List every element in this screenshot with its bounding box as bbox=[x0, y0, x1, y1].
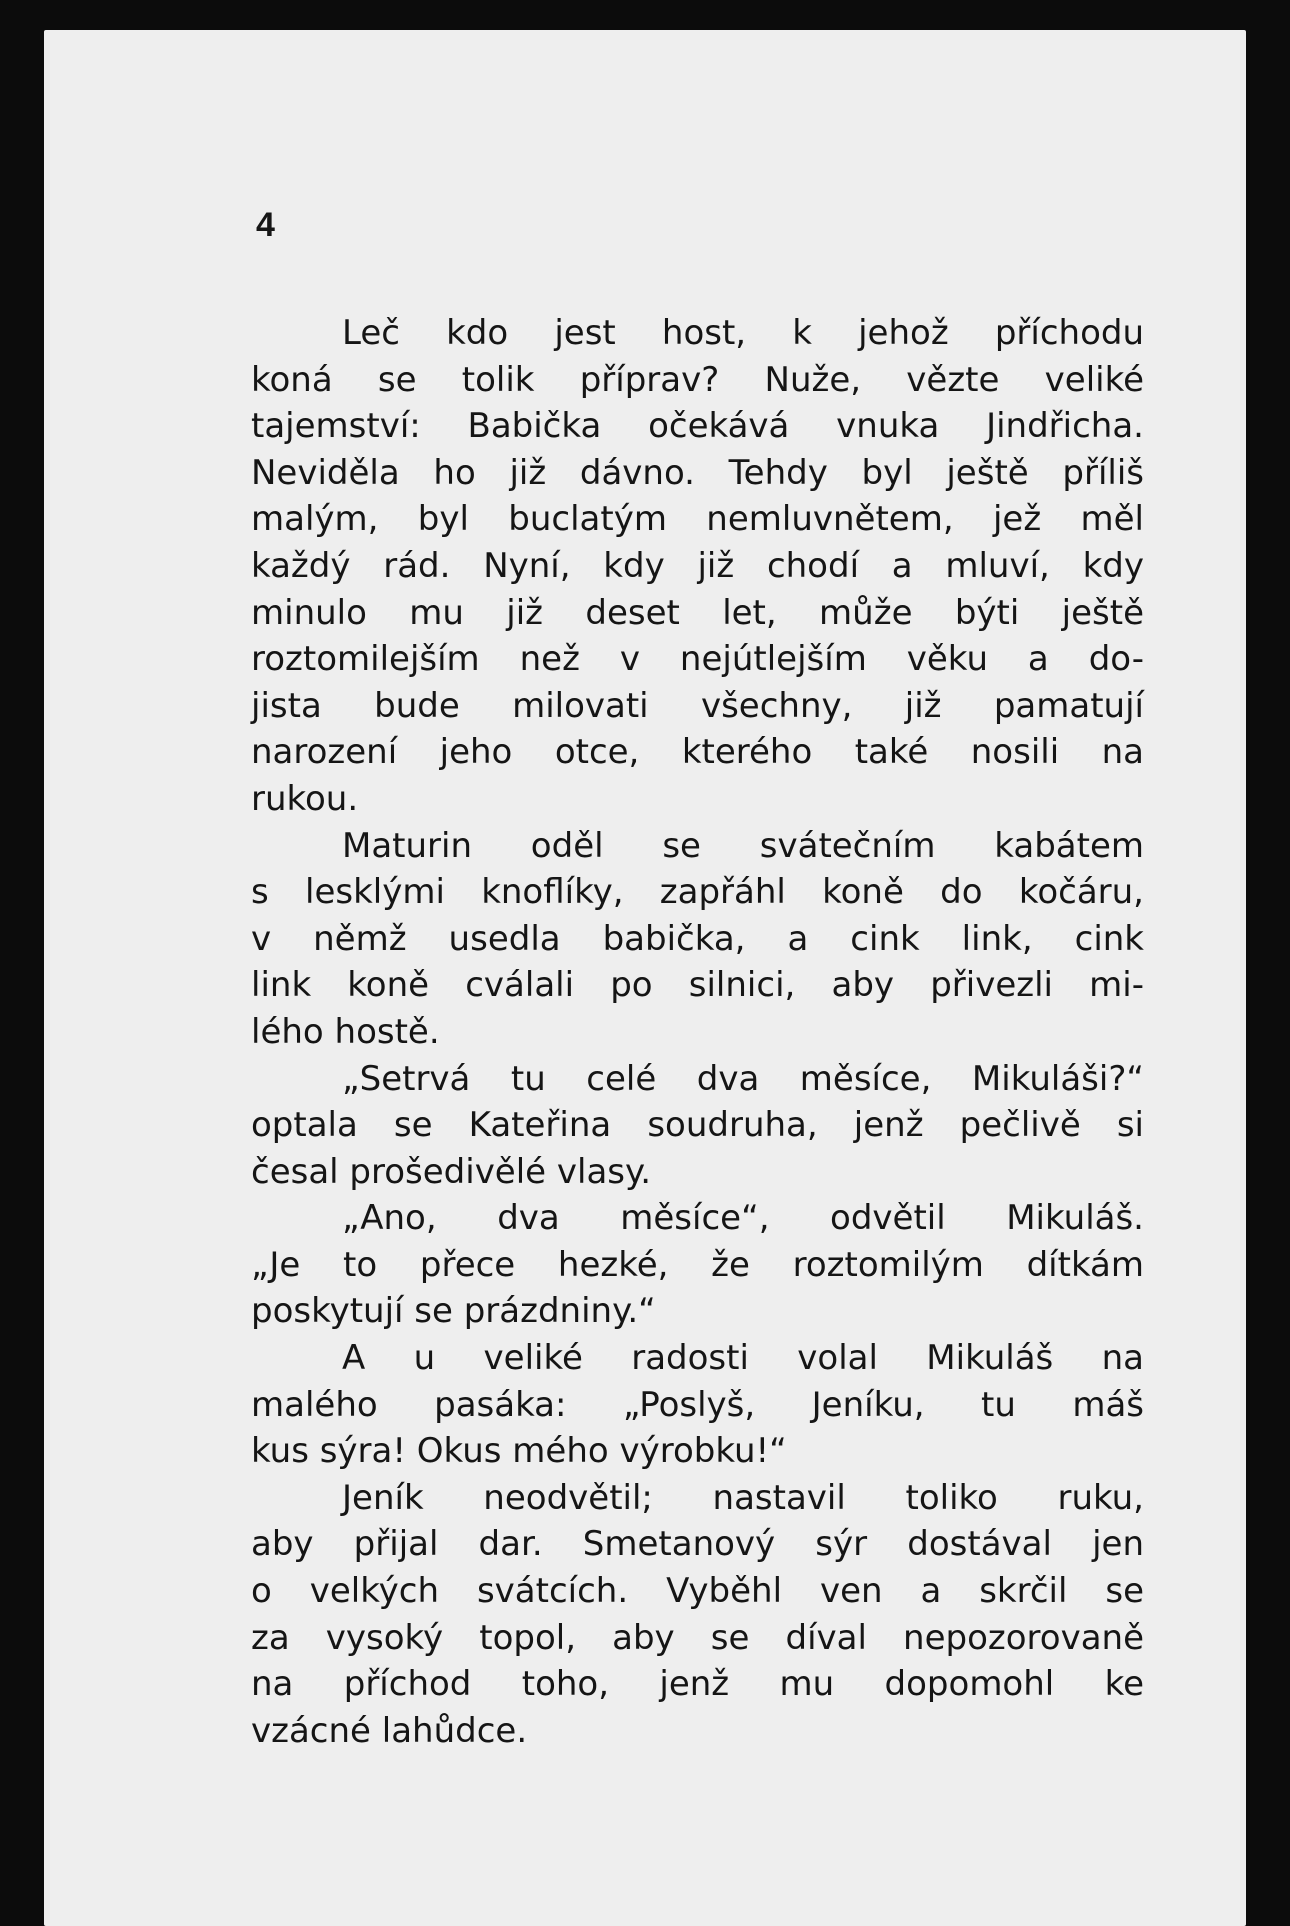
text-line: malého pasáka: „Poslyš, Jeníku, tu máš bbox=[251, 1384, 1144, 1425]
text-line: optala se Kateřina soudruha, jenž pečlivě si bbox=[251, 1105, 1144, 1146]
page-number: 4 bbox=[256, 206, 275, 244]
text-line: v němž usedla babička, a cink link, cink bbox=[251, 918, 1144, 959]
paragraph-2 bbox=[251, 823, 1144, 1056]
text-line: Maturin oděl se svátečním kabátem bbox=[342, 825, 1144, 866]
text-line: Neviděla ho již dávno. Tehdy byl ještě příliš bbox=[251, 452, 1144, 493]
text-line: koná se tolik příprav? Nuže, vězte veliké bbox=[251, 359, 1144, 400]
text-line: narození jeho otce, kterého také nosili na bbox=[251, 732, 1144, 773]
text-line: s lesklými knoflíky, zapřáhl koně do kočáru, bbox=[251, 872, 1144, 913]
text-line: poskytují se prázdniny.“ bbox=[251, 1291, 656, 1332]
text-line: za vysoký topol, aby se díval nepozorovaně bbox=[251, 1617, 1144, 1658]
text-line: o velkých svátcích. Vyběhl ven a skrčil se bbox=[251, 1571, 1144, 1612]
book-page bbox=[44, 30, 1246, 1926]
text-line: Leč kdo jest host, k jehož příchodu bbox=[342, 313, 1144, 353]
text-line: česal prošedivělé vlasy. bbox=[251, 1151, 652, 1192]
text-line: malým, byl buclatým nemluvnětem, jež měl bbox=[251, 499, 1144, 540]
text-line: jista bude milovati všechny, již pamatují bbox=[251, 685, 1144, 726]
text-line: roztomilejším než v nejútlejším věku a do- bbox=[251, 639, 1144, 680]
text-line: minulo mu již deset let, může býti ještě bbox=[251, 592, 1144, 633]
text-line: aby přijal dar. Smetanový sýr dostával jen bbox=[251, 1524, 1144, 1565]
text-line: kus sýra! Okus mého výrobku!“ bbox=[251, 1431, 787, 1472]
paragraph-3 bbox=[251, 1056, 1144, 1196]
text-line: rukou. bbox=[251, 778, 359, 819]
text-line: link koně cválali po silnici, aby přivezli mi- bbox=[251, 965, 1144, 1006]
text-line: na příchod toho, jenž mu dopomohl ke bbox=[251, 1664, 1144, 1705]
text-line: „Ano, dva měsíce“, odvětil Mikuláš. bbox=[342, 1198, 1144, 1239]
text-line: „Je to přece hezké, že roztomilým dítkám bbox=[251, 1244, 1144, 1285]
text-line: vzácné lahůdce. bbox=[251, 1710, 528, 1751]
text-line: každý rád. Nyní, kdy již chodí a mluví, kdy bbox=[251, 545, 1144, 586]
text-line: „Setrvá tu celé dva měsíce, Mikuláši?“ bbox=[342, 1058, 1144, 1099]
paragraph-4 bbox=[251, 1195, 1144, 1335]
body-text bbox=[251, 310, 1144, 1754]
paragraph-1 bbox=[251, 310, 1144, 823]
text-line: Jeník neodvětil; nastavil toliko ruku, bbox=[342, 1477, 1144, 1518]
paragraph-6 bbox=[251, 1475, 1144, 1755]
text-line: tajemství: Babička očekává vnuka Jindřicha. bbox=[251, 406, 1144, 447]
text-line: lého hostě. bbox=[251, 1011, 440, 1052]
text-line: A u veliké radosti volal Mikuláš na bbox=[342, 1338, 1144, 1379]
paragraph-5 bbox=[251, 1335, 1144, 1475]
